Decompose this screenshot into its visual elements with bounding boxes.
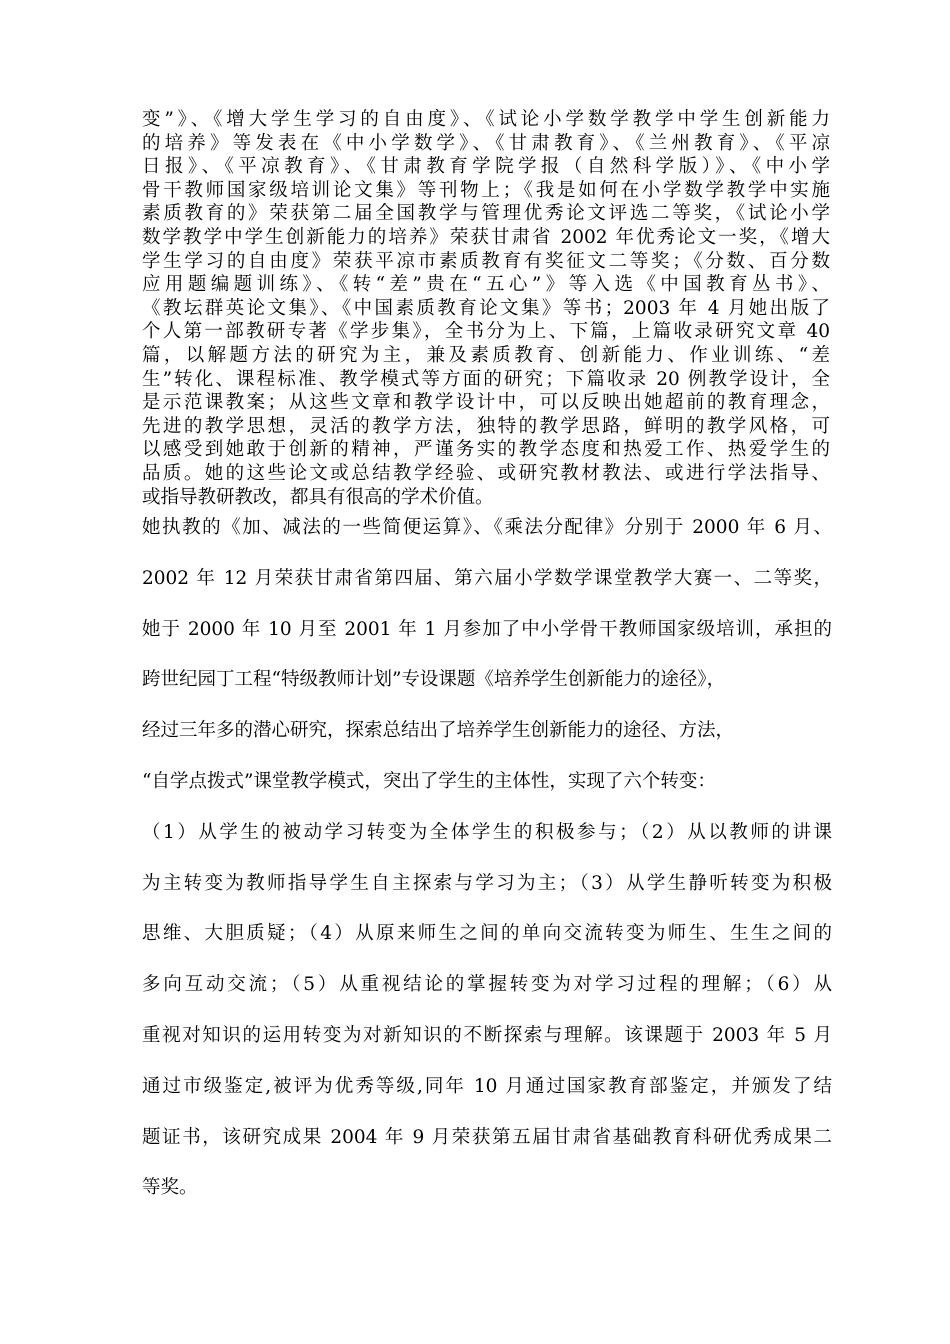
text-line: 2002 年 12 月荣获甘肃省第四届、第六届小学数学课堂教学大赛一、二等奖，: [142, 567, 832, 589]
text-line: 的培养》等发表在《中小学数学》、《甘肃教育》、《兰州教育》、《平凉: [142, 132, 830, 154]
text-line: 思维、大胆质疑；（4）从原来师生之间的单向交流转变为师生、生生之间的: [142, 923, 832, 945]
text-line: 为主转变为教师指导学生自主探索与学习为主；（3）从学生静听转变为积极: [142, 872, 832, 894]
text-line: 个人第一部教研专著《学步集》，全书分为上、下篇，上篇收录研究文章 40: [142, 321, 830, 343]
text-line: 《教坛群英论文集》、《中国素质教育论文集》等书；2003 年 4 月她出版了: [142, 297, 830, 319]
text-line: 题证书，该研究成果 2004 年 9 月荣获第五届甘肃省基础教育科研优秀成果二: [142, 1126, 832, 1148]
text-line: 数学教学中学生创新能力的培养》荣获甘肃省 2002 年优秀论文一奖，《增大: [142, 226, 830, 248]
text-line: （1）从学生的被动学习转变为全体学生的积极参与；（2）从以教师的讲课: [142, 821, 832, 843]
text-line: 变”》、《增大学生学习的自由度》、《试论小学数学教学中学生创新能力: [142, 109, 830, 130]
text-line: 品质。她的这些论文或总结教学经验、或研究教材教法、或进行学法指导、: [142, 462, 830, 484]
paragraph-publications: [142, 108, 830, 509]
text-line: 以感受到她敢于创新的精神，严谨务实的教学态度和热爱工作、热爱学生的: [142, 439, 830, 461]
text-line: 通过市级鉴定,被评为优秀等级,同年 10 月通过国家教育部鉴定，并颁发了结: [142, 1075, 832, 1097]
text-line: 骨干教师国家级培训论文集》等刊物上；《我是如何在小学数学教学中实施: [142, 179, 830, 201]
paragraph-teaching-research: [142, 516, 832, 1227]
text-line: 生”转化、课程标准、教学模式等方面的研究；下篇收录 20 例教学设计，全: [142, 368, 830, 390]
text-line: 经过三年多的潜心研究，探索总结出了培养学生创新能力的途径、方法，: [142, 720, 735, 742]
text-line: 跨世纪园丁工程“特级教师计划”专设课题《培养学生创新能力的途径》，: [142, 669, 726, 691]
text-line: 她于 2000 年 10 月至 2001 年 1 月参加了中小学骨干教师国家级培训，承担的: [142, 618, 832, 640]
text-line: 应用题编题训练》、《转“差”贵在“五心”》等入选《中国教育丛书》、: [142, 274, 830, 296]
text-line: 素质教育的》荣获第二届全国教学与管理优秀论文评选二等奖，《试论小学: [142, 203, 830, 225]
text-line: 她执教的《加、减法的一些简便运算》、《乘法分配律》分别于 2000 年 6 月、: [142, 517, 832, 538]
text-line: 多向互动交流；（5）从重视结论的掌握转变为对学习过程的理解；（6）从: [142, 974, 832, 996]
text-line: 是示范课教案；从这些文章和教学设计中，可以反映出她超前的教育理念，: [142, 392, 830, 414]
text-line: 先进的教学思想，灵活的教学方法，独特的教学思路，鲜明的教学风格，可: [142, 415, 830, 437]
text-line: 等奖。: [142, 1177, 198, 1199]
text-line: 重视对知识的运用转变为对新知识的不断探索与理解。该课题于 2003 年 5 月: [142, 1024, 832, 1046]
text-line: 或指导教研教改，都具有很高的学术价值。: [142, 486, 494, 508]
text-line: 篇，以解题方法的研究为主，兼及素质教育、创新能力、作业训练、“差: [142, 344, 830, 366]
text-line: “自学点拨式”课堂教学模式，突出了学生的主体性，实现了六个转变：: [142, 770, 716, 792]
text-line: 学生学习的自由度》荣获平凉市素质教育有奖征文二等奖；《分数、百分数: [142, 250, 830, 272]
text-line: 日报》、《平凉教育》、《甘肃教育学院学报（自然科学版）》、《中小学: [142, 156, 830, 178]
